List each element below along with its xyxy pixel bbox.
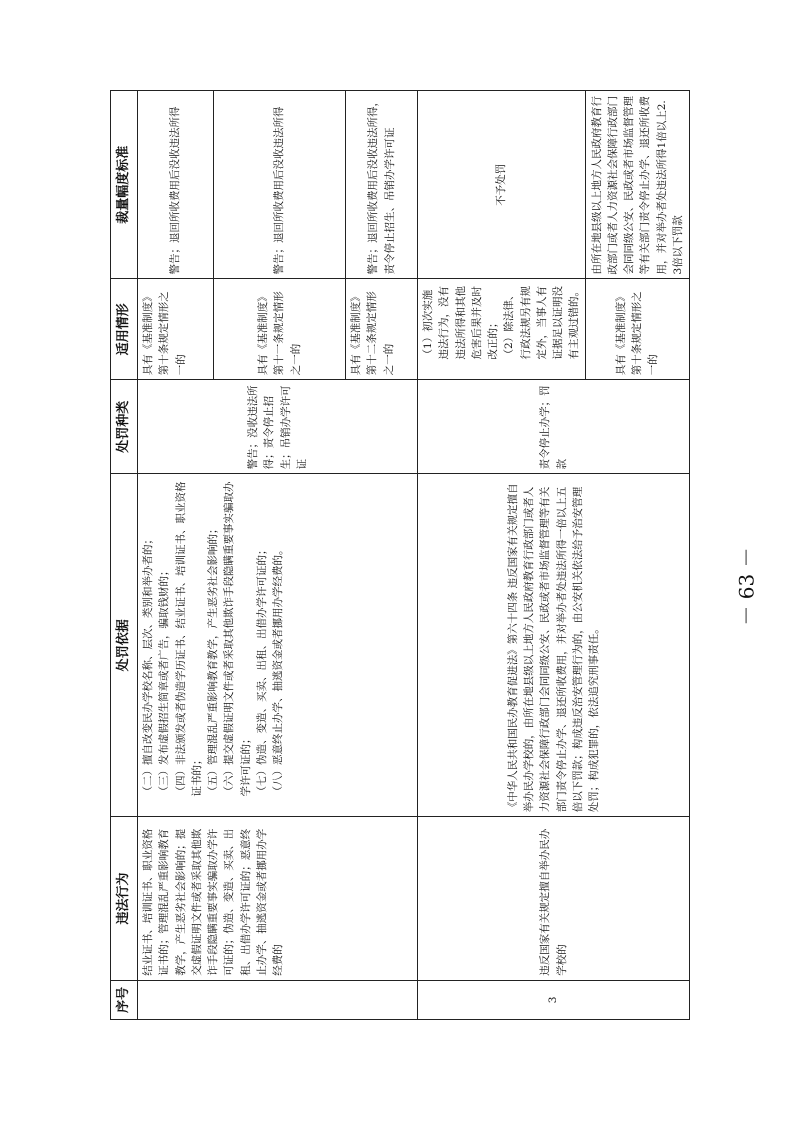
behavior-cell-upper: 结业证书、培训证书、职业资格证书的；管理混乱严重影响教育教学，产生恶劣社会影响的；提交虚假证明文件或者采取其他欺诈手段隐瞒重要事实骗取办学许可证的；伪造、变造、买卖、出租、出借办学许可证的；恶意终止办学、抽逃资金或者挪用办学经费的: [138, 817, 418, 981]
basis-line: （二）擅自改变民办学校名称、层次、类别和举办者的；: [142, 533, 154, 797]
situation-cell: 具有《基准制度》第十二条规定情形之一的: [346, 279, 418, 380]
table-row: [138, 91, 214, 1020]
situation-cell: 具有《基准制度》第十一条规定情形之一的: [214, 279, 346, 380]
basis-cell: 《中华人民共和国民办教育促进法》第六十四条 违反国家有关规定擅自举办民办学校的，由所在地县级以上地方人民政府教育行政部门或者人力资源社会保障行政部门会同同级公安、民政或者市场监督管理等有关部门责令停止办学、退还所收费用，并对举办者处违法所得一倍以上五倍以下罚款；构成违反治安管理行为的，由公安机关依法给予治安管理处罚；构成犯罪的，依法追究刑事责任。: [418, 474, 690, 817]
table-row: [418, 91, 586, 1020]
standard-cell: 由所在地县级以上地方人民政府教育行政部门或者人力资源社会保障行政部门会同同级公安、民政或者市场监督管理等有关部门责令停止办学、退还所收费用，并对举办者处违法所得1倍以上2.3倍以下罚款: [585, 91, 689, 279]
standard-cell: 警告；退回所收费用后没收违法所得: [214, 91, 346, 279]
page-number: － 63 －: [734, 547, 759, 626]
rotated-table-container: [110, 90, 690, 1020]
basis-line: （七）伪造、变造、买卖、出租、出借办学许可证的；: [255, 544, 268, 797]
type-cell: 责令停止办学；罚款: [418, 380, 690, 474]
basis-line: （四）非法颁发或者伪造学历证书、结业证书、培训证书、职业资格证书的；: [174, 481, 203, 797]
header-basis: 处罚依据: [111, 474, 138, 817]
header-type: 处罚种类: [111, 380, 138, 474]
seq-cell: 3: [418, 980, 690, 1019]
standard-cell: 警告；退回所收费用后没收违法所得，责令停止招生、吊销办学许可证: [346, 91, 418, 279]
header-seq: 序号: [111, 980, 138, 1019]
basis-cell-upper: [138, 474, 418, 817]
basis-line: （五）管理混乱严重影响教育教学，产生恶劣社会影响的；: [207, 523, 220, 797]
situation-cell: 具有《基准制度》第十条规定情形之一的: [585, 279, 689, 380]
type-cell-upper: 警告；没收违法所得；责令停止招生；吊销办学许可证: [138, 380, 418, 474]
basis-line: （八）恶意终止办学、抽逃资金或者挪用办学经费的。: [272, 544, 285, 797]
standard-cell: 警告；退回所收费用后没收违法所得: [138, 91, 214, 279]
seq-cell-upper: [138, 980, 418, 1019]
header-situation: 适用情形: [111, 279, 138, 380]
situation-line: （1）初次实施违法行为，没有违法所得和其他危害后果并及时改正的；: [422, 285, 500, 360]
situation-line: （2）除法律、行政法规另有规定外，当事人有证据足以证明没有主观过错的。: [503, 285, 581, 360]
situation-cell: 具有《基准制度》第十条规定情形之一的: [138, 279, 214, 380]
standard-cell: 不予处罚: [418, 91, 586, 279]
behavior-cell: 违反国家有关规定擅自举办民办学校的: [418, 817, 690, 981]
situation-cell: [418, 279, 586, 380]
basis-line: （三）发布虚假招生简章或者广告，骗取钱财的；: [158, 565, 171, 797]
header-standard: 裁量幅度标准: [111, 91, 138, 279]
header-row: [111, 91, 138, 1020]
penalty-table: [110, 90, 690, 1020]
header-behavior: 违法行为: [111, 817, 138, 981]
basis-line: （六）提交虚假证明文件或者采取其他欺诈手段隐瞒重要事实骗取办学许可证的；: [223, 481, 252, 797]
